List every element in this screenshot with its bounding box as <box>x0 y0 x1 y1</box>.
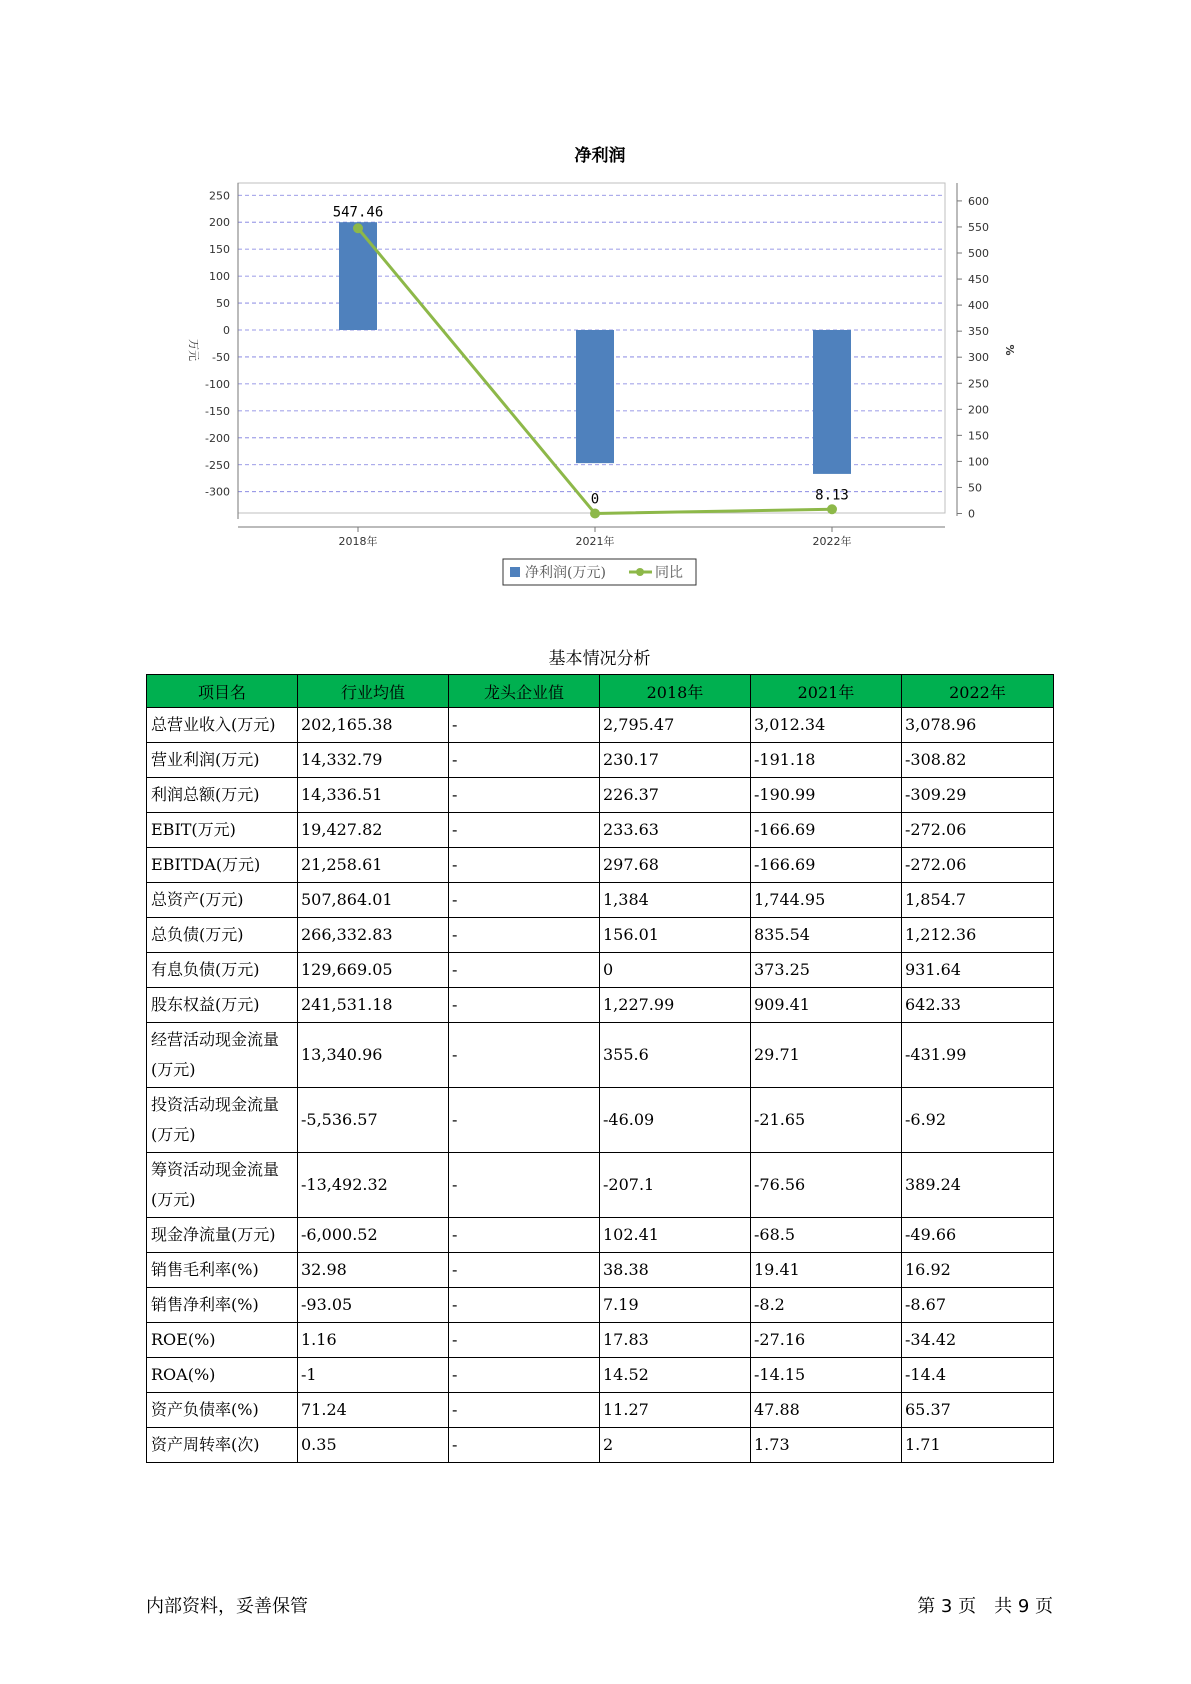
table-cell: -272.06 <box>902 813 1054 848</box>
table-row <box>147 1218 1054 1253</box>
table-row <box>147 988 1054 1023</box>
row-label: EBITDA(万元) <box>147 848 298 883</box>
table-cell: -166.69 <box>751 813 902 848</box>
table-cell: 1.73 <box>751 1428 902 1463</box>
table-cell: 230.17 <box>600 743 751 778</box>
table-cell: 65.37 <box>902 1393 1054 1428</box>
table-cell: 14.52 <box>600 1358 751 1393</box>
table-cell: 3,012.34 <box>751 708 902 743</box>
table-cell: 129,669.05 <box>298 953 449 988</box>
table-row <box>147 1323 1054 1358</box>
table-row <box>147 1023 1054 1088</box>
table-cell: 19.41 <box>751 1253 902 1288</box>
table-cell: 16.92 <box>902 1253 1054 1288</box>
table-row <box>147 708 1054 743</box>
row-label: 销售毛利率(%) <box>147 1253 298 1288</box>
table-cell: -191.18 <box>751 743 902 778</box>
legend-label: 同比 <box>655 565 683 581</box>
chart-title: 净利润 <box>574 146 626 166</box>
table-header-cell: 行业均值 <box>298 675 449 708</box>
table-cell: 389.24 <box>902 1153 1054 1218</box>
y-right-tick-label: 350 <box>968 325 989 339</box>
table-cell: 47.88 <box>751 1393 902 1428</box>
table-cell: 233.63 <box>600 813 751 848</box>
row-label: 总负债(万元) <box>147 918 298 953</box>
table-header-row <box>147 675 1054 708</box>
row-label: 资产负债率(%) <box>147 1393 298 1428</box>
table-cell: -272.06 <box>902 848 1054 883</box>
table-row <box>147 813 1054 848</box>
table-cell: -21.65 <box>751 1088 902 1153</box>
table-cell: 507,864.01 <box>298 883 449 918</box>
y-tick-label: -100 <box>205 377 230 391</box>
table-cell: 2 <box>600 1428 751 1463</box>
table-cell: - <box>449 813 600 848</box>
table-cell: -190.99 <box>751 778 902 813</box>
table-cell: - <box>449 918 600 953</box>
y-right-tick-label: 0 <box>968 507 975 521</box>
row-label: 投资活动现金流量(万元) <box>147 1088 298 1153</box>
table-cell: 71.24 <box>298 1393 449 1428</box>
y-right-tick-label: 300 <box>968 351 989 365</box>
x-tick-label: 2021年 <box>575 535 615 548</box>
table-cell: - <box>449 1023 600 1088</box>
chart-bars <box>339 222 851 474</box>
footer-page-number: 第 3 页 共 9 页 <box>917 1596 1053 1617</box>
y-tick-label: 150 <box>209 243 230 257</box>
table-row <box>147 1288 1054 1323</box>
table-row <box>147 1153 1054 1218</box>
table-cell: 14,332.79 <box>298 743 449 778</box>
table-header-cell: 2018年 <box>600 675 751 708</box>
table-cell: 909.41 <box>751 988 902 1023</box>
y-tick-label: 250 <box>209 189 230 203</box>
y-tick-label: -300 <box>205 485 230 499</box>
table-cell: 1,854.7 <box>902 883 1054 918</box>
table-header-cell: 龙头企业值 <box>449 675 600 708</box>
table-cell: -308.82 <box>902 743 1054 778</box>
basic-analysis-table <box>146 674 1054 1463</box>
table-cell: - <box>449 743 600 778</box>
table-cell: 7.19 <box>600 1288 751 1323</box>
table-row <box>147 778 1054 813</box>
footer-confidential-note: 内部资料，妥善保管 <box>146 1596 308 1617</box>
table-cell: -93.05 <box>298 1288 449 1323</box>
y-tick-label: -200 <box>205 431 230 445</box>
table-row <box>147 953 1054 988</box>
yoy-point <box>353 223 363 233</box>
table-cell: 1,384 <box>600 883 751 918</box>
y-right-tick-label: 550 <box>968 220 989 234</box>
row-label: ROA(%) <box>147 1358 298 1393</box>
table-cell: 29.71 <box>751 1023 902 1088</box>
row-label: 销售净利率(%) <box>147 1288 298 1323</box>
table-row <box>147 1358 1054 1393</box>
y-right-tick-label: 400 <box>968 299 989 313</box>
table-cell: 13,340.96 <box>298 1023 449 1088</box>
table-cell: 2,795.47 <box>600 708 751 743</box>
table-cell: - <box>449 708 600 743</box>
table-row <box>147 1428 1054 1463</box>
yoy-point <box>590 509 600 519</box>
y-right-tick-label: 100 <box>968 455 989 469</box>
table-row <box>147 1088 1054 1153</box>
table-cell: -207.1 <box>600 1153 751 1218</box>
table-cell: - <box>449 1153 600 1218</box>
legend-label: 净利润(万元) <box>525 565 606 581</box>
table-header-cell: 2022年 <box>902 675 1054 708</box>
row-label: 总资产(万元) <box>147 883 298 918</box>
x-tick-label: 2022年 <box>812 535 852 548</box>
table-cell: 202,165.38 <box>298 708 449 743</box>
table-cell: 38.38 <box>600 1253 751 1288</box>
table-cell: 1.71 <box>902 1428 1054 1463</box>
table-cell: 17.83 <box>600 1323 751 1358</box>
table-row <box>147 883 1054 918</box>
y-tick-label: 50 <box>216 297 230 311</box>
table-cell: 0 <box>600 953 751 988</box>
table-cell: - <box>449 953 600 988</box>
table-header-cell: 2021年 <box>751 675 902 708</box>
row-label: 经营活动现金流量(万元) <box>147 1023 298 1088</box>
table-title: 基本情况分析 <box>548 649 651 669</box>
y-axis-title: 万元 <box>187 339 200 361</box>
table-row <box>147 1393 1054 1428</box>
legend-bar-swatch <box>510 567 520 577</box>
y-tick-label: 200 <box>209 216 230 230</box>
table-cell: 14,336.51 <box>298 778 449 813</box>
data-label: 547.46 <box>332 204 384 221</box>
table-cell: 931.64 <box>902 953 1054 988</box>
y-right-tick-label: 150 <box>968 429 989 443</box>
y-tick-label: 100 <box>209 270 230 284</box>
data-label: 8.13 <box>815 487 849 504</box>
table-cell: 241,531.18 <box>298 988 449 1023</box>
table-cell: 3,078.96 <box>902 708 1054 743</box>
y-right-tick-label: 250 <box>968 377 989 391</box>
table-cell: 102.41 <box>600 1218 751 1253</box>
table-cell: - <box>449 1253 600 1288</box>
table-row <box>147 848 1054 883</box>
table-cell: 19,427.82 <box>298 813 449 848</box>
table-cell: - <box>449 1323 600 1358</box>
y-tick-label: -50 <box>212 350 230 364</box>
table-cell: 32.98 <box>298 1253 449 1288</box>
row-label: EBIT(万元) <box>147 813 298 848</box>
table-cell: -166.69 <box>751 848 902 883</box>
y-tick-label: -150 <box>205 404 230 418</box>
y-right-tick-label: 50 <box>968 481 982 495</box>
y-right-tick-label: 450 <box>968 273 989 287</box>
table-cell: 1,212.36 <box>902 918 1054 953</box>
table-cell: -8.67 <box>902 1288 1054 1323</box>
table-cell: -6.92 <box>902 1088 1054 1153</box>
table-cell: -14.4 <box>902 1358 1054 1393</box>
table-cell: 835.54 <box>751 918 902 953</box>
table-cell: 0.35 <box>298 1428 449 1463</box>
table-cell: -14.15 <box>751 1358 902 1393</box>
table-cell: 156.01 <box>600 918 751 953</box>
row-label: 筹资活动现金流量(万元) <box>147 1153 298 1218</box>
table-cell: - <box>449 988 600 1023</box>
table-cell: - <box>449 1393 600 1428</box>
table-cell: - <box>449 1088 600 1153</box>
table-cell: 266,332.83 <box>298 918 449 953</box>
y-tick-label: -250 <box>205 458 230 472</box>
y-right-axis-title: % <box>1003 344 1016 356</box>
row-label: 有息负债(万元) <box>147 953 298 988</box>
legend-line-marker <box>636 568 644 576</box>
bar <box>813 330 851 474</box>
table-cell: -34.42 <box>902 1323 1054 1358</box>
table-cell: -309.29 <box>902 778 1054 813</box>
bar <box>576 330 614 463</box>
table-cell: 355.6 <box>600 1023 751 1088</box>
table-cell: -5,536.57 <box>298 1088 449 1153</box>
row-label: 总营业收入(万元) <box>147 708 298 743</box>
table-cell: -1 <box>298 1358 449 1393</box>
table-header-cell: 项目名 <box>147 675 298 708</box>
net-profit-chart <box>0 0 1191 610</box>
row-label: ROE(%) <box>147 1323 298 1358</box>
row-label: 营业利润(万元) <box>147 743 298 778</box>
table-cell: - <box>449 778 600 813</box>
table-cell: -27.16 <box>751 1323 902 1358</box>
table-cell: 1,227.99 <box>600 988 751 1023</box>
table-cell: - <box>449 1218 600 1253</box>
table-cell: - <box>449 848 600 883</box>
table-cell: 1.16 <box>298 1323 449 1358</box>
table-cell: 226.37 <box>600 778 751 813</box>
table-cell: -46.09 <box>600 1088 751 1153</box>
table-cell: 21,258.61 <box>298 848 449 883</box>
row-label: 利润总额(万元) <box>147 778 298 813</box>
table-cell: 11.27 <box>600 1393 751 1428</box>
table-cell: - <box>449 1358 600 1393</box>
table-cell: 373.25 <box>751 953 902 988</box>
table-cell: 642.33 <box>902 988 1054 1023</box>
table-cell: 297.68 <box>600 848 751 883</box>
x-tick-label: 2018年 <box>338 535 378 548</box>
table-row <box>147 918 1054 953</box>
y-right-tick-label: 200 <box>968 403 989 417</box>
y-right-tick-label: 600 <box>968 194 989 208</box>
table-cell: -13,492.32 <box>298 1153 449 1218</box>
table-cell: -6,000.52 <box>298 1218 449 1253</box>
bar <box>339 222 377 330</box>
table-cell: - <box>449 1428 600 1463</box>
table-cell: -8.2 <box>751 1288 902 1323</box>
table-row <box>147 743 1054 778</box>
table-cell: -49.66 <box>902 1218 1054 1253</box>
table-body <box>147 708 1054 1463</box>
table-cell: -431.99 <box>902 1023 1054 1088</box>
yoy-point <box>827 504 837 514</box>
table-cell: -68.5 <box>751 1218 902 1253</box>
row-label: 资产周转率(次) <box>147 1428 298 1463</box>
table-cell: - <box>449 1288 600 1323</box>
y-tick-label: 0 <box>223 324 230 337</box>
chart-legend <box>503 559 696 585</box>
data-label: 0 <box>590 491 600 508</box>
table-cell: 1,744.95 <box>751 883 902 918</box>
table-row <box>147 1253 1054 1288</box>
table-cell: - <box>449 883 600 918</box>
y-right-tick-label: 500 <box>968 247 989 260</box>
table-cell: -76.56 <box>751 1153 902 1218</box>
row-label: 现金净流量(万元) <box>147 1218 298 1253</box>
row-label: 股东权益(万元) <box>147 988 298 1023</box>
